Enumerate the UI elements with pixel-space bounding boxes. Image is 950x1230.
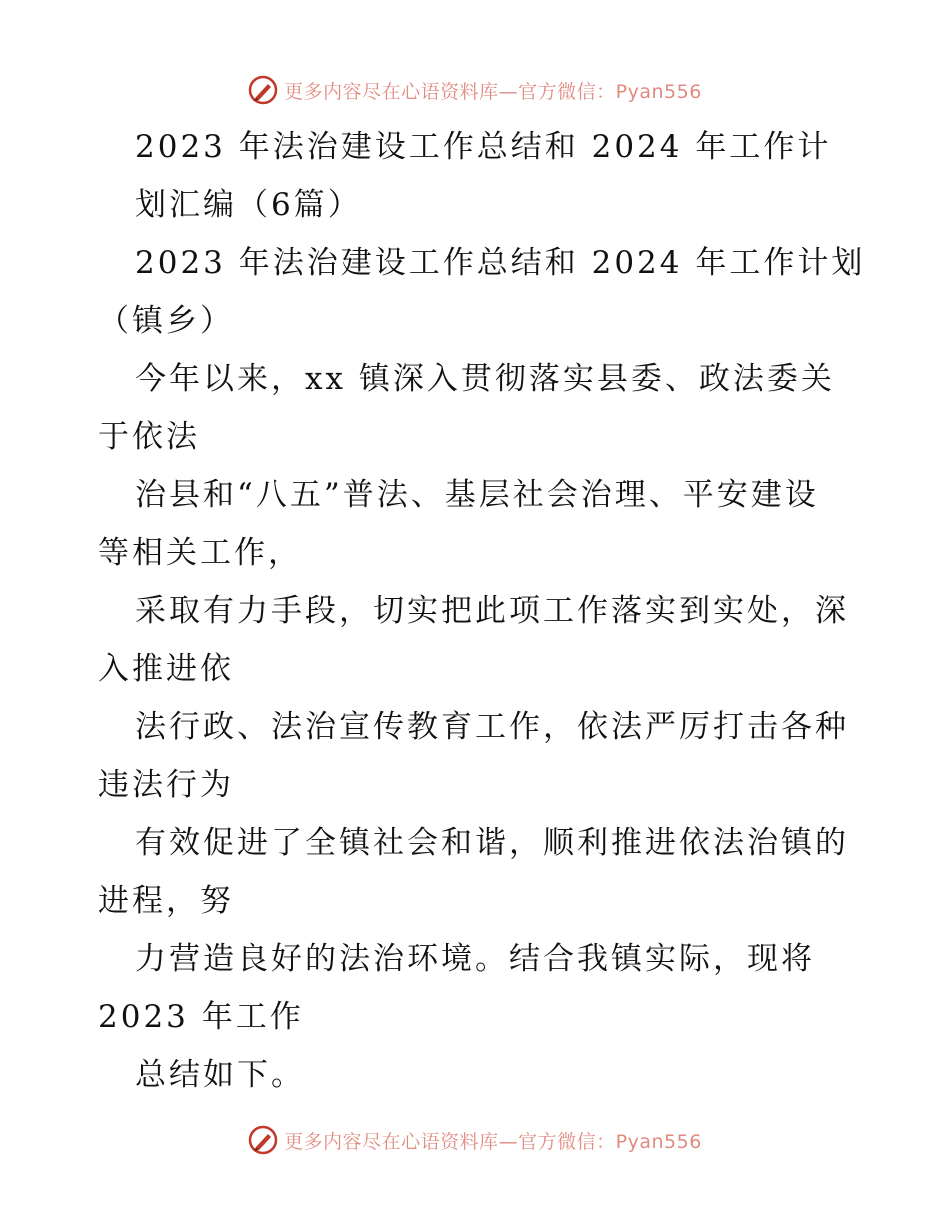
text-line: 违法行为 [98, 767, 234, 803]
text-line: 入推进依 [98, 651, 234, 687]
text-line: 有效促进了全镇社会和谐，顺利推进依法治镇的 [135, 825, 849, 861]
watermark-text: 更多内容尽在心语资料库—官方微信：Pyan556 [284, 80, 702, 103]
pen-logo-icon [248, 75, 278, 105]
text-line: 总结如下。 [135, 1057, 305, 1093]
text-line: 法行政、法治宣传教育工作，依法严厉打击各种 [135, 709, 849, 745]
pen-logo-icon [248, 1125, 278, 1155]
footer-watermark [0, 1120, 950, 1160]
text-line: 进程，努 [98, 883, 234, 919]
text-line: 于依法 [98, 419, 200, 455]
watermark-text: 更多内容尽在心语资料库—官方微信：Pyan556 [284, 1130, 702, 1153]
text-line: 力营造良好的法治环境。结合我镇实际，现将 [135, 941, 815, 977]
text-line: 等相关工作， [98, 535, 302, 571]
text-line: 2023 年法治建设工作总结和 2024 年工作计划 [135, 245, 866, 281]
text-line: （镇乡） [98, 303, 234, 339]
text-line: 今年以来，xx 镇深入贯彻落实县委、政法委关 [135, 361, 835, 397]
text-line: 2023 年法治建设工作总结和 2024 年工作计 [135, 129, 832, 165]
document-body [98, 118, 866, 1104]
text-line: 划汇编（6篇） [135, 187, 362, 223]
text-line: 采取有力手段，切实把此项工作落实到实处，深 [135, 593, 849, 629]
text-line: 2023 年工作 [98, 999, 304, 1035]
header-watermark [0, 70, 950, 110]
text-line: 治县和“八五”普法、基层社会治理、平安建设 [135, 477, 819, 513]
